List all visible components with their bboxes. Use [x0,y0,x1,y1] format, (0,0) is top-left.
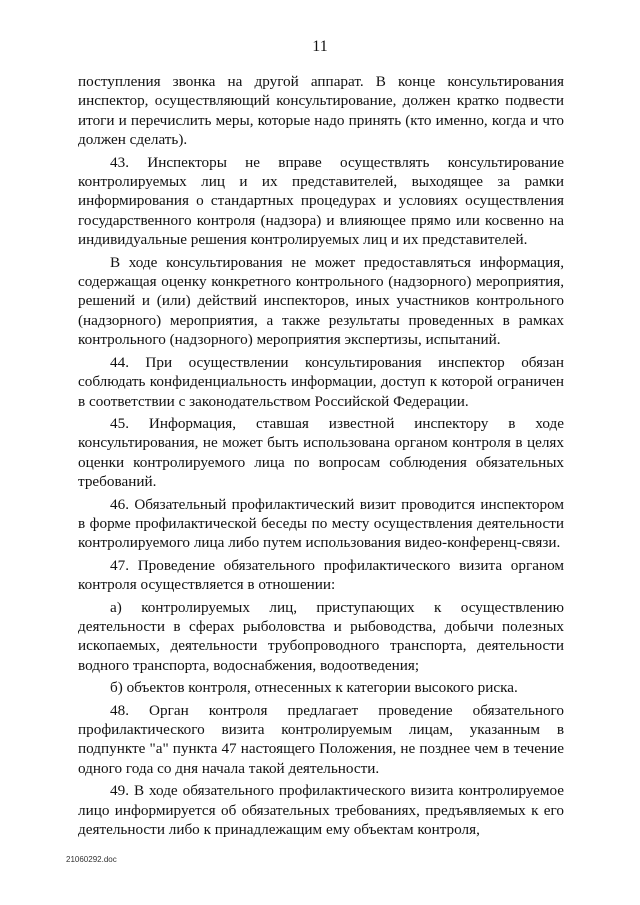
paragraph-43-continuation: В ходе консультирования не может предоставляться информация, содержащая оценку конкретного контрольного (надзорного) мероприятия, решений и (или) действий инспекторов, иных участников контрольного (надзорного) мероприятия, а также результаты проведенных в рамках контрольного (надзорного) мероприятия экспертизы, испытаний. [78,253,564,349]
paragraph-47-a: а) контролируемых лиц, приступающих к осуществлению деятельности в сферах рыболовства и рыбоводства, добычи полезных ископаемых, деятельности трубопроводного транспорта, деятельности водного транспорта, водоснабжения, водоотведения; [78,598,564,674]
document-body [78,72,564,842]
paragraph-49: 49. В ходе обязательного профилактического визита контролируемое лицо информируется об обязательных требованиях, предъявляемых к его деятельности либо к принадлежащим ему объектам контроля, [78,782,564,839]
footer-doc-id: 21060292.doc [66,855,117,864]
paragraph-47-b: б) объектов контроля, отнесенных к категории высокого риска. [110,679,518,697]
paragraph-45: 45. Информация, ставшая известной инспектору в ходе консультирования, не может быть использована органом контроля в целях оценки контролируемого лица по вопросам соблюдения обязательных требований. [78,414,564,491]
paragraph-47: 47. Проведение обязательного профилактического визита органом контроля осуществляется в отношении: [78,556,564,594]
paragraph-44: 44. При осуществлении консультирования инспектор обязан соблюдать конфиденциальность информации, доступ к которой ограничен в соответствии с законодательством Российской Федерации. [78,353,564,410]
paragraph-48: 48. Орган контроля предлагает проведение обязательного профилактического визита контролируемым лицам, указанным в подпункте "а" пункта 47 настоящего Положения, не позднее чем в течение одного года со дня начала такой деятельности. [78,701,564,777]
page-number: 11 [312,38,328,55]
paragraph-43: 43. Инспекторы не вправе осуществлять консультирование контролируемых лиц и их представителей, выходящее за рамки информирования о стандартных процедурах и условиях осуществления государственного контроля (надзора) и влияющее прямо или косвенно на индивидуальные решения контролируемых лиц и их представителей. [78,153,564,249]
paragraph-46: 46. Обязательный профилактический визит проводится инспектором в форме профилактической беседы по месту осуществления деятельности контролируемого лица либо путем использования видео-конференц-связи. [78,495,564,552]
paragraph-continuation: поступления звонка на другой аппарат. В конце консультирования инспектор, осуществляющий консультирование, должен кратко подвести итоги и перечислить меры, которые надо принять (кто именно, когда и что должен сделать). [78,73,564,149]
